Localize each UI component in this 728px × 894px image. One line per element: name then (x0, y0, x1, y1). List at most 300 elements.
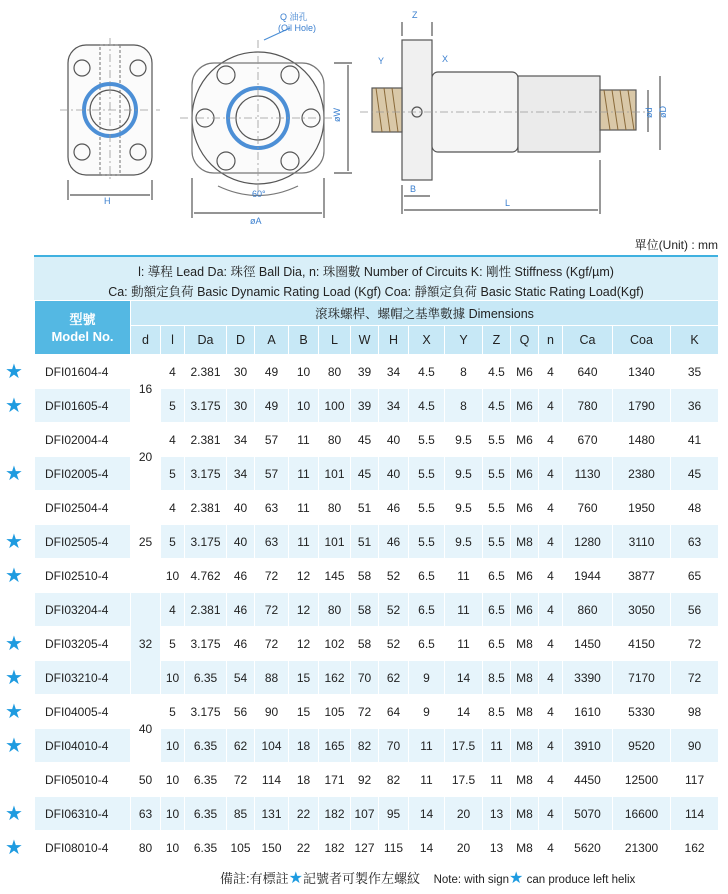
cell-z: 8.5 (483, 695, 511, 729)
cell-k: 36 (671, 389, 719, 423)
cell-y: 11 (445, 627, 483, 661)
cell-da: 2.381 (185, 423, 227, 457)
dim-z-label: Z (412, 10, 418, 20)
nut-front-view (180, 28, 352, 218)
model-cell: DFI06310-4 (35, 797, 131, 831)
cell-a: 63 (255, 491, 289, 525)
column-header-da: Da (185, 326, 227, 355)
cell-n: 4 (539, 559, 563, 593)
cell-da: 2.381 (185, 355, 227, 389)
note-zh-prefix: 備註:有標註 (220, 871, 289, 886)
cell-d: 85 (227, 797, 255, 831)
cell-z: 13 (483, 797, 511, 831)
cell-coa: 4150 (613, 627, 671, 661)
dim-d-label: ød (644, 107, 654, 118)
note-zh-suffix: 記號者可製作左螺紋 (302, 871, 420, 886)
cell-h: 52 (379, 593, 409, 627)
cell-b: 10 (289, 355, 319, 389)
note-en-prefix: Note: with sign (433, 874, 510, 886)
cell-ca: 1610 (563, 695, 613, 729)
left-helix-star-icon: ★ (5, 666, 23, 689)
cell-n: 4 (539, 661, 563, 695)
cell-w: 70 (351, 661, 379, 695)
cell-l: 101 (319, 457, 351, 491)
cell-w: 107 (351, 797, 379, 831)
cell-ca: 1944 (563, 559, 613, 593)
cell-b: 22 (289, 831, 319, 865)
cell-h: 46 (379, 491, 409, 525)
cell-da: 3.175 (185, 457, 227, 491)
cell-l: 4 (161, 355, 185, 389)
cell-b: 18 (289, 763, 319, 797)
column-header-l: L (319, 326, 351, 355)
shaft-diameter-cell: 16 (131, 355, 161, 423)
cell-coa: 5330 (613, 695, 671, 729)
column-header-h: H (379, 326, 409, 355)
cell-b: 12 (289, 559, 319, 593)
cell-w: 58 (351, 593, 379, 627)
cell-k: 63 (671, 525, 719, 559)
model-cell: DFI03205-4 (35, 627, 131, 661)
note-star-icon: ★ (288, 870, 303, 887)
cell-da: 3.175 (185, 627, 227, 661)
cell-q: M6 (511, 593, 539, 627)
cell-l: 182 (319, 831, 351, 865)
model-cell: DFI01604-4 (35, 355, 131, 389)
cell-q: M6 (511, 559, 539, 593)
cell-coa: 1950 (613, 491, 671, 525)
cell-d: 30 (227, 355, 255, 389)
cell-l: 80 (319, 593, 351, 627)
technical-drawing (0, 0, 728, 232)
cell-n: 4 (539, 525, 563, 559)
cell-d: 54 (227, 661, 255, 695)
model-cell: DFI04005-4 (35, 695, 131, 729)
cell-q: M8 (511, 763, 539, 797)
table-row (35, 593, 719, 627)
cell-n: 4 (539, 763, 563, 797)
column-header-row (35, 326, 719, 355)
cell-h: 46 (379, 525, 409, 559)
cell-q: M8 (511, 831, 539, 865)
cell-ca: 1450 (563, 627, 613, 661)
cell-k: 72 (671, 661, 719, 695)
cell-z: 4.5 (483, 389, 511, 423)
cell-l: 5 (161, 457, 185, 491)
cell-da: 4.762 (185, 559, 227, 593)
column-header-d: D (227, 326, 255, 355)
dim-x-label: X (442, 54, 449, 64)
cell-x: 5.5 (409, 491, 445, 525)
cell-da: 2.381 (185, 593, 227, 627)
model-cell: DFI04010-4 (35, 729, 131, 763)
cell-x: 5.5 (409, 457, 445, 491)
cell-ca: 640 (563, 355, 613, 389)
cell-coa: 1480 (613, 423, 671, 457)
nut-longitudinal-view (360, 22, 660, 214)
cell-n: 4 (539, 627, 563, 661)
cell-x: 9 (409, 695, 445, 729)
cell-q: M6 (511, 491, 539, 525)
cell-k: 114 (671, 797, 719, 831)
dim-b-label: B (410, 184, 417, 194)
cell-d: 56 (227, 695, 255, 729)
cell-z: 5.5 (483, 457, 511, 491)
cell-n: 4 (539, 389, 563, 423)
model-cell: DFI05010-4 (35, 763, 131, 797)
cell-l: 5 (161, 695, 185, 729)
cell-ca: 4450 (563, 763, 613, 797)
cell-k: 48 (671, 491, 719, 525)
model-cell: DFI02504-4 (35, 491, 131, 525)
cell-l: 10 (161, 661, 185, 695)
cell-d: 62 (227, 729, 255, 763)
cell-l: 145 (319, 559, 351, 593)
nut-side-view (60, 38, 160, 200)
cell-l: 10 (161, 797, 185, 831)
cell-l: 80 (319, 491, 351, 525)
cell-y: 17.5 (445, 763, 483, 797)
cell-coa: 21300 (613, 831, 671, 865)
cell-h: 40 (379, 457, 409, 491)
cell-q: M8 (511, 627, 539, 661)
cell-n: 4 (539, 355, 563, 389)
cell-n: 4 (539, 457, 563, 491)
oil-hole-label: Q 油孔 (280, 12, 308, 22)
cell-k: 72 (671, 627, 719, 661)
cell-q: M6 (511, 423, 539, 457)
cell-y: 9.5 (445, 423, 483, 457)
cell-n: 4 (539, 593, 563, 627)
cell-y: 17.5 (445, 729, 483, 763)
cell-a: 49 (255, 355, 289, 389)
cell-k: 65 (671, 559, 719, 593)
shaft-diameter-cell: 50 (131, 763, 161, 797)
cell-y: 14 (445, 661, 483, 695)
cell-h: 34 (379, 355, 409, 389)
left-helix-star-icon: ★ (5, 700, 23, 723)
cell-l: 101 (319, 525, 351, 559)
cell-coa: 9520 (613, 729, 671, 763)
table-row (35, 797, 719, 831)
shaft-diameter-cell: 80 (131, 831, 161, 865)
cell-coa: 16600 (613, 797, 671, 831)
cell-coa: 2380 (613, 457, 671, 491)
cell-da: 6.35 (185, 763, 227, 797)
unit-label: 單位(Unit) : mm (634, 238, 718, 252)
cell-ca: 860 (563, 593, 613, 627)
cell-w: 39 (351, 389, 379, 423)
cell-z: 5.5 (483, 423, 511, 457)
cell-l: 102 (319, 627, 351, 661)
left-helix-star-icon: ★ (5, 394, 23, 417)
dim-w-label: øW (332, 108, 342, 122)
model-cell: DFI03204-4 (35, 593, 131, 627)
table-row (35, 355, 719, 389)
cell-x: 11 (409, 729, 445, 763)
cell-ca: 1280 (563, 525, 613, 559)
shaft-diameter-cell: 25 (131, 491, 161, 593)
cell-da: 2.381 (185, 491, 227, 525)
cell-d: 105 (227, 831, 255, 865)
cell-b: 15 (289, 695, 319, 729)
column-header-q: Q (511, 326, 539, 355)
cell-coa: 7170 (613, 661, 671, 695)
table-row (35, 695, 719, 729)
cell-coa: 1340 (613, 355, 671, 389)
spec-table (34, 300, 719, 865)
cell-k: 45 (671, 457, 719, 491)
cell-a: 104 (255, 729, 289, 763)
cell-a: 88 (255, 661, 289, 695)
column-header-k: K (671, 326, 719, 355)
cell-n: 4 (539, 423, 563, 457)
cell-x: 6.5 (409, 627, 445, 661)
cell-da: 3.175 (185, 389, 227, 423)
cell-z: 5.5 (483, 491, 511, 525)
cell-d: 46 (227, 627, 255, 661)
cell-ca: 3390 (563, 661, 613, 695)
cell-d: 72 (227, 763, 255, 797)
cell-x: 4.5 (409, 355, 445, 389)
cell-x: 5.5 (409, 423, 445, 457)
cell-a: 150 (255, 831, 289, 865)
cell-w: 58 (351, 559, 379, 593)
cell-l: 4 (161, 593, 185, 627)
column-header-x: X (409, 326, 445, 355)
cell-l: 5 (161, 389, 185, 423)
cell-h: 62 (379, 661, 409, 695)
cell-x: 4.5 (409, 389, 445, 423)
cell-y: 9.5 (445, 525, 483, 559)
cell-d: 46 (227, 559, 255, 593)
cell-n: 4 (539, 831, 563, 865)
cell-y: 20 (445, 797, 483, 831)
cell-l: 10 (161, 763, 185, 797)
left-helix-star-icon: ★ (5, 530, 23, 553)
cell-da: 3.175 (185, 525, 227, 559)
cell-a: 72 (255, 593, 289, 627)
cell-l: 4 (161, 491, 185, 525)
cell-y: 9.5 (445, 457, 483, 491)
cell-q: M6 (511, 355, 539, 389)
spec-table-body (35, 355, 719, 865)
cell-da: 6.35 (185, 797, 227, 831)
cell-h: 115 (379, 831, 409, 865)
cell-w: 127 (351, 831, 379, 865)
cell-x: 5.5 (409, 525, 445, 559)
cell-q: M8 (511, 797, 539, 831)
column-header-b: B (289, 326, 319, 355)
cell-ca: 760 (563, 491, 613, 525)
dimensions-header: 滾珠螺桿、螺帽之基準數據 Dimensions (131, 301, 719, 326)
left-helix-star-icon: ★ (5, 632, 23, 655)
cell-coa: 12500 (613, 763, 671, 797)
cell-b: 11 (289, 525, 319, 559)
cell-b: 10 (289, 389, 319, 423)
model-header-en: Model No. (51, 328, 114, 344)
cell-l: 165 (319, 729, 351, 763)
cell-k: 35 (671, 355, 719, 389)
cell-ca: 3910 (563, 729, 613, 763)
cell-q: M8 (511, 661, 539, 695)
cell-n: 4 (539, 491, 563, 525)
cell-n: 4 (539, 797, 563, 831)
table-row (35, 831, 719, 865)
cell-y: 8 (445, 355, 483, 389)
cell-d: 40 (227, 525, 255, 559)
cell-w: 58 (351, 627, 379, 661)
cell-ca: 670 (563, 423, 613, 457)
cell-h: 82 (379, 763, 409, 797)
left-helix-star-icon: ★ (5, 734, 23, 757)
left-helix-star-icon: ★ (5, 462, 23, 485)
column-header-d: d (131, 326, 161, 355)
cell-z: 11 (483, 763, 511, 797)
cell-x: 6.5 (409, 559, 445, 593)
cell-w: 39 (351, 355, 379, 389)
legend-box (34, 255, 718, 301)
cell-q: M6 (511, 389, 539, 423)
cell-w: 51 (351, 525, 379, 559)
cell-k: 98 (671, 695, 719, 729)
left-helix-star-icon: ★ (5, 802, 23, 825)
cell-da: 6.35 (185, 661, 227, 695)
cell-z: 13 (483, 831, 511, 865)
cell-d: 46 (227, 593, 255, 627)
cell-q: M8 (511, 525, 539, 559)
cell-d: 40 (227, 491, 255, 525)
shaft-diameter-cell: 32 (131, 593, 161, 695)
cell-h: 52 (379, 627, 409, 661)
cell-d: 34 (227, 423, 255, 457)
cell-da: 6.35 (185, 729, 227, 763)
dim-bigd-label: øD (658, 106, 668, 118)
cell-h: 34 (379, 389, 409, 423)
cell-a: 114 (255, 763, 289, 797)
cell-h: 70 (379, 729, 409, 763)
note-en-suffix: can produce left helix (526, 874, 636, 886)
cell-x: 9 (409, 661, 445, 695)
cell-a: 131 (255, 797, 289, 831)
cell-x: 6.5 (409, 593, 445, 627)
cell-l: 162 (319, 661, 351, 695)
cell-x: 11 (409, 763, 445, 797)
shaft-diameter-cell: 40 (131, 695, 161, 763)
column-header-z: Z (483, 326, 511, 355)
cell-a: 57 (255, 457, 289, 491)
cell-z: 6.5 (483, 627, 511, 661)
cell-z: 6.5 (483, 559, 511, 593)
cell-w: 45 (351, 457, 379, 491)
model-cell: DFI01605-4 (35, 389, 131, 423)
cell-a: 90 (255, 695, 289, 729)
cell-l: 5 (161, 627, 185, 661)
cell-d: 34 (227, 457, 255, 491)
cell-b: 12 (289, 627, 319, 661)
cell-q: M6 (511, 457, 539, 491)
cell-d: 30 (227, 389, 255, 423)
cell-b: 11 (289, 423, 319, 457)
note-en-star-icon: ★ (509, 870, 524, 887)
left-helix-star-icon: ★ (5, 564, 23, 587)
cell-coa: 3877 (613, 559, 671, 593)
cell-k: 90 (671, 729, 719, 763)
cell-a: 63 (255, 525, 289, 559)
model-header (35, 301, 131, 355)
cell-h: 64 (379, 695, 409, 729)
legend-line-2: Ca: 動額定負荷 Basic Dynamic Rating Load (Kgf) Coa: 靜額定負荷 Basic Static Rating Load(Kgf) (108, 285, 644, 299)
cell-l: 10 (161, 729, 185, 763)
cell-k: 41 (671, 423, 719, 457)
column-header-n: n (539, 326, 563, 355)
column-header-ca: Ca (563, 326, 613, 355)
footnote (220, 868, 635, 888)
cell-q: M8 (511, 695, 539, 729)
cell-b: 18 (289, 729, 319, 763)
cell-w: 45 (351, 423, 379, 457)
cell-a: 49 (255, 389, 289, 423)
model-cell: DFI02510-4 (35, 559, 131, 593)
cell-l: 80 (319, 355, 351, 389)
cell-ca: 5620 (563, 831, 613, 865)
model-cell: DFI02004-4 (35, 423, 131, 457)
table-row (35, 423, 719, 457)
cell-l: 10 (161, 831, 185, 865)
cell-z: 4.5 (483, 355, 511, 389)
table-row (35, 491, 719, 525)
cell-y: 8 (445, 389, 483, 423)
cell-l: 105 (319, 695, 351, 729)
cell-l: 100 (319, 389, 351, 423)
cell-z: 6.5 (483, 593, 511, 627)
cell-w: 51 (351, 491, 379, 525)
cell-ca: 5070 (563, 797, 613, 831)
cell-y: 14 (445, 695, 483, 729)
cell-w: 72 (351, 695, 379, 729)
cell-coa: 1790 (613, 389, 671, 423)
cell-z: 8.5 (483, 661, 511, 695)
column-header-a: A (255, 326, 289, 355)
dim-h-label: H (104, 196, 111, 206)
left-helix-star-icon: ★ (5, 360, 23, 383)
cell-n: 4 (539, 695, 563, 729)
shaft-diameter-cell: 63 (131, 797, 161, 831)
cell-k: 117 (671, 763, 719, 797)
model-cell: DFI02505-4 (35, 525, 131, 559)
cell-y: 20 (445, 831, 483, 865)
cell-a: 72 (255, 627, 289, 661)
cell-a: 72 (255, 559, 289, 593)
cell-z: 11 (483, 729, 511, 763)
cell-x: 14 (409, 797, 445, 831)
cell-ca: 780 (563, 389, 613, 423)
column-header-y: Y (445, 326, 483, 355)
cell-coa: 3050 (613, 593, 671, 627)
cell-z: 5.5 (483, 525, 511, 559)
dim-y-label: Y (378, 56, 385, 66)
column-header-l: l (161, 326, 185, 355)
column-header-w: W (351, 326, 379, 355)
cell-b: 11 (289, 457, 319, 491)
cell-w: 82 (351, 729, 379, 763)
dim-a-label: øA (250, 216, 262, 226)
cell-k: 56 (671, 593, 719, 627)
cell-da: 3.175 (185, 695, 227, 729)
legend-line-1: l: 導程 Lead Da: 珠徑 Ball Dia, n: 珠圈數 Number of Circuits K: 剛性 Stiffness (Kgf/µm) (138, 265, 614, 279)
cell-ca: 1130 (563, 457, 613, 491)
cell-b: 22 (289, 797, 319, 831)
